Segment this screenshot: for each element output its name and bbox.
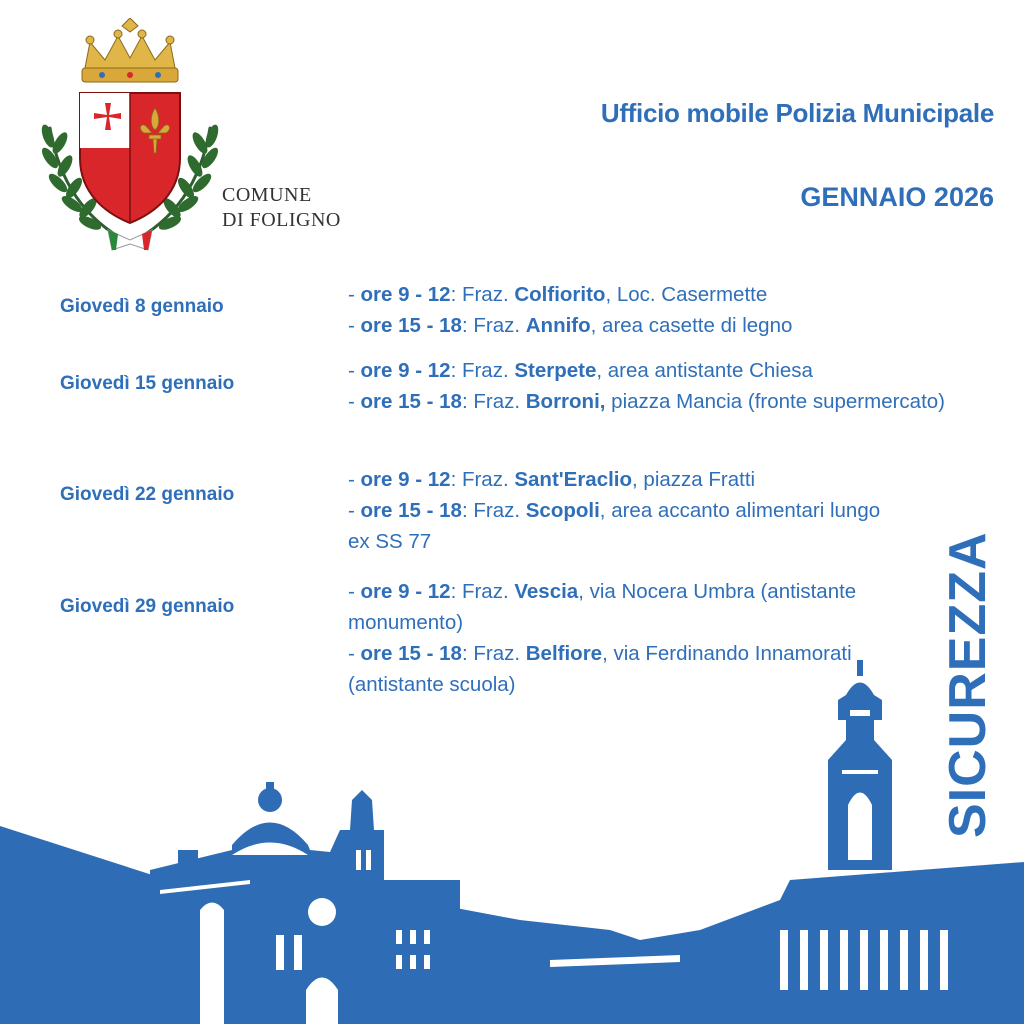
comune-label bbox=[222, 183, 341, 233]
month-heading: GENNAIO 2026 bbox=[800, 182, 994, 212]
page-title: Ufficio mobile Polizia Municipale bbox=[600, 98, 994, 128]
comune-line-1: COMUNE bbox=[222, 184, 312, 206]
schedule-entry: - ore 9 - 12: Fraz. Vescia, via Nocera Umbra (antistante monumento) - ore 15 - 18: Fraz. Belfiore, via Ferdinando Innamorati (antistante scuola) bbox=[348, 580, 857, 696]
day-label: Giovedì 8 gennaio bbox=[60, 296, 224, 317]
comune-line-2: DI FOLIGNO bbox=[222, 209, 341, 231]
schedule-entry: - ore 9 - 12: Fraz. Colfiorito, Loc. Casermette - ore 15 - 18: Fraz. Annifo, area casette di legno bbox=[348, 283, 793, 337]
schedule-entry: - ore 9 - 12: Fraz. Sant'Eraclio, piazza Fratti - ore 15 - 18: Fraz. Scopoli, area accanto alimentari lungo ex SS 77 bbox=[348, 468, 881, 553]
schedule-entry: - ore 9 - 12: Fraz. Sterpete, area antistante Chiesa - ore 15 - 18: Fraz. Borroni, piazza Mancia (fronte supermercato) bbox=[348, 359, 945, 413]
side-label-sicurezza: SICUREZZA bbox=[939, 531, 997, 838]
day-label: Giovedì 15 gennaio bbox=[60, 373, 235, 394]
day-label: Giovedì 22 gennaio bbox=[60, 484, 235, 505]
coat-of-arms-icon bbox=[30, 18, 230, 263]
day-label: Giovedì 29 gennaio bbox=[60, 596, 235, 617]
